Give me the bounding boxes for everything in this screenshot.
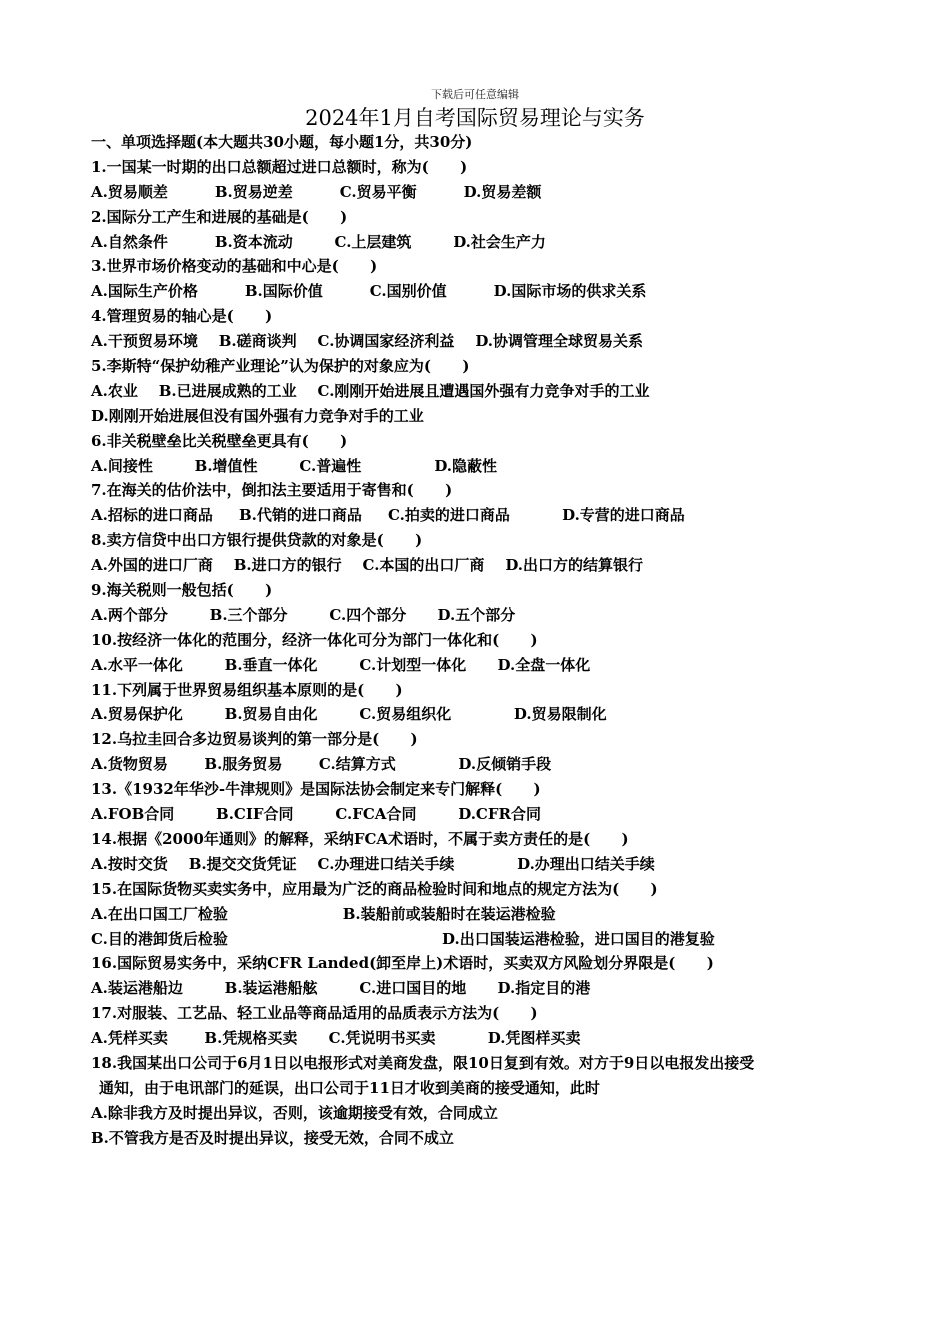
question-4: 4.管理贸易的轴心是( ) <box>91 307 273 326</box>
question-7: 7.在海关的估价法中，倒扣法主要适用于寄售和( ) <box>91 481 453 500</box>
section-heading: 一、单项选择题(本大题共30小题，每小题1分，共30分) <box>91 133 473 151</box>
question-5: 5.李斯特“保护幼稚产业理论”认为保护的对象应为( ) <box>91 357 470 376</box>
options-16: A.装运港船边 B.装运港船舷 C.进口国目的地 D.指定目的港 <box>91 979 591 998</box>
exam-content <box>91 130 866 1151</box>
question-6: 6.非关税壁垒比关税壁垒更具有( ) <box>91 431 348 450</box>
question-8: 8.卖方信贷中出口方银行提供贷款的对象是( ) <box>91 531 423 550</box>
page-title: 2024年1月自考国际贸易理论与实务 <box>305 106 645 130</box>
question-16: 16.国际贸易实务中，采纳CFR Landed(卸至岸上)术语时，买卖双方风险划分界限是( ) <box>91 954 714 973</box>
options-17: A.凭样买卖 B.凭规格买卖 C.凭说明书买卖 D.凭图样买卖 <box>91 1029 581 1048</box>
question-18-continued: 通知，由于电讯部门的延误，出口公司于11日才收到美商的接受通知，此时 <box>99 1078 600 1097</box>
header-note: 下载后可任意编辑 <box>431 88 519 101</box>
options-6: A.间接性 B.增值性 C.普遍性 D.隐蔽性 <box>91 456 498 475</box>
options-4: A.干预贸易环境 B.磋商谈判 C.协调国家经济利益 D.协调管理全球贸易关系 <box>91 332 644 351</box>
question-18: 18.我国某出口公司于6月1日以电报形式对美商发盘，限10日复到有效。对方于9日以电报发出接受 <box>91 1053 755 1072</box>
options-11: A.贸易保护化 B.贸易自由化 C.贸易组织化 D.贸易限制化 <box>91 705 607 724</box>
question-2: 2.国际分工产生和进展的基础是( ) <box>91 207 348 226</box>
question-11: 11.下列属于世界贸易组织基本原则的是( ) <box>91 680 403 699</box>
options-7: A.招标的进口商品 B.代销的进口商品 C.拍卖的进口商品 D.专营的进口商品 <box>91 506 685 525</box>
options-10: A.水平一体化 B.垂直一体化 C.计划型一体化 D.全盘一体化 <box>91 655 591 674</box>
options-3: A.国际生产价格 B.国际价值 C.国别价值 D.国际市场的供求关系 <box>91 282 647 301</box>
question-15: 15.在国际货物买卖实务中，应用最为广泛的商品检验时间和地点的规定方法为( ) <box>91 879 658 898</box>
question-3: 3.世界市场价格变动的基础和中心是( ) <box>91 257 378 276</box>
options-15a: A.在出口国工厂检验 B.装船前或装船时在装运港检验 <box>91 904 556 923</box>
question-9: 9.海关税则一般包括( ) <box>91 581 273 600</box>
options-15b: C.目的港卸货后检验 D.出口国装运港检验，进口国目的港复验 <box>91 929 715 948</box>
options-14: A.按时交货 B.提交交货凭证 C.办理进口结关手续 D.办理出口结关手续 <box>91 854 655 873</box>
question-10: 10.按经济一体化的范围分，经济一体化可分为部门一体化和( ) <box>91 630 538 649</box>
options-2: A.自然条件 B.资本流动 C.上层建筑 D.社会生产力 <box>91 232 546 251</box>
options-8: A.外国的进口厂商 B.进口方的银行 C.本国的出口厂商 D.出口方的结算银行 <box>91 556 644 575</box>
options-18b: B.不管我方是否及时提出异议，接受无效，合同不成立 <box>91 1128 454 1147</box>
options-5a: A.农业 B.已进展成熟的工业 C.刚刚开始进展且遭遇国外强有力竞争对手的工业 <box>91 381 650 400</box>
options-1: A.贸易顺差 B.贸易逆差 C.贸易平衡 D.贸易差额 <box>91 182 542 201</box>
question-17: 17.对服装、工艺品、轻工业品等商品适用的品质表示方法为( ) <box>91 1004 538 1023</box>
question-14: 14.根据《2000年通则》的解释，采纳FCA术语时，不属于卖方责任的是( ) <box>91 829 629 848</box>
question-12: 12.乌拉圭回合多边贸易谈判的第一部分是( ) <box>91 730 418 749</box>
options-5b: D.刚刚开始进展但没有国外强有力竞争对手的工业 <box>91 406 424 425</box>
options-13: A.FOB合同 B.CIF合同 C.FCA合同 D.CFR合同 <box>91 805 541 824</box>
options-9: A.两个部分 B.三个部分 C.四个部分 D.五个部分 <box>91 605 516 624</box>
question-13: 13.《1932年华沙-牛津规则》是国际法协会制定来专门解释( ) <box>91 780 541 799</box>
options-18a: A.除非我方及时提出异议，否则，该逾期接受有效，合同成立 <box>91 1103 498 1122</box>
question-1: 1.一国某一时期的出口总额超过进口总额时，称为( ) <box>91 157 468 176</box>
options-12: A.货物贸易 B.服务贸易 C.结算方式 D.反倾销手段 <box>91 755 552 774</box>
